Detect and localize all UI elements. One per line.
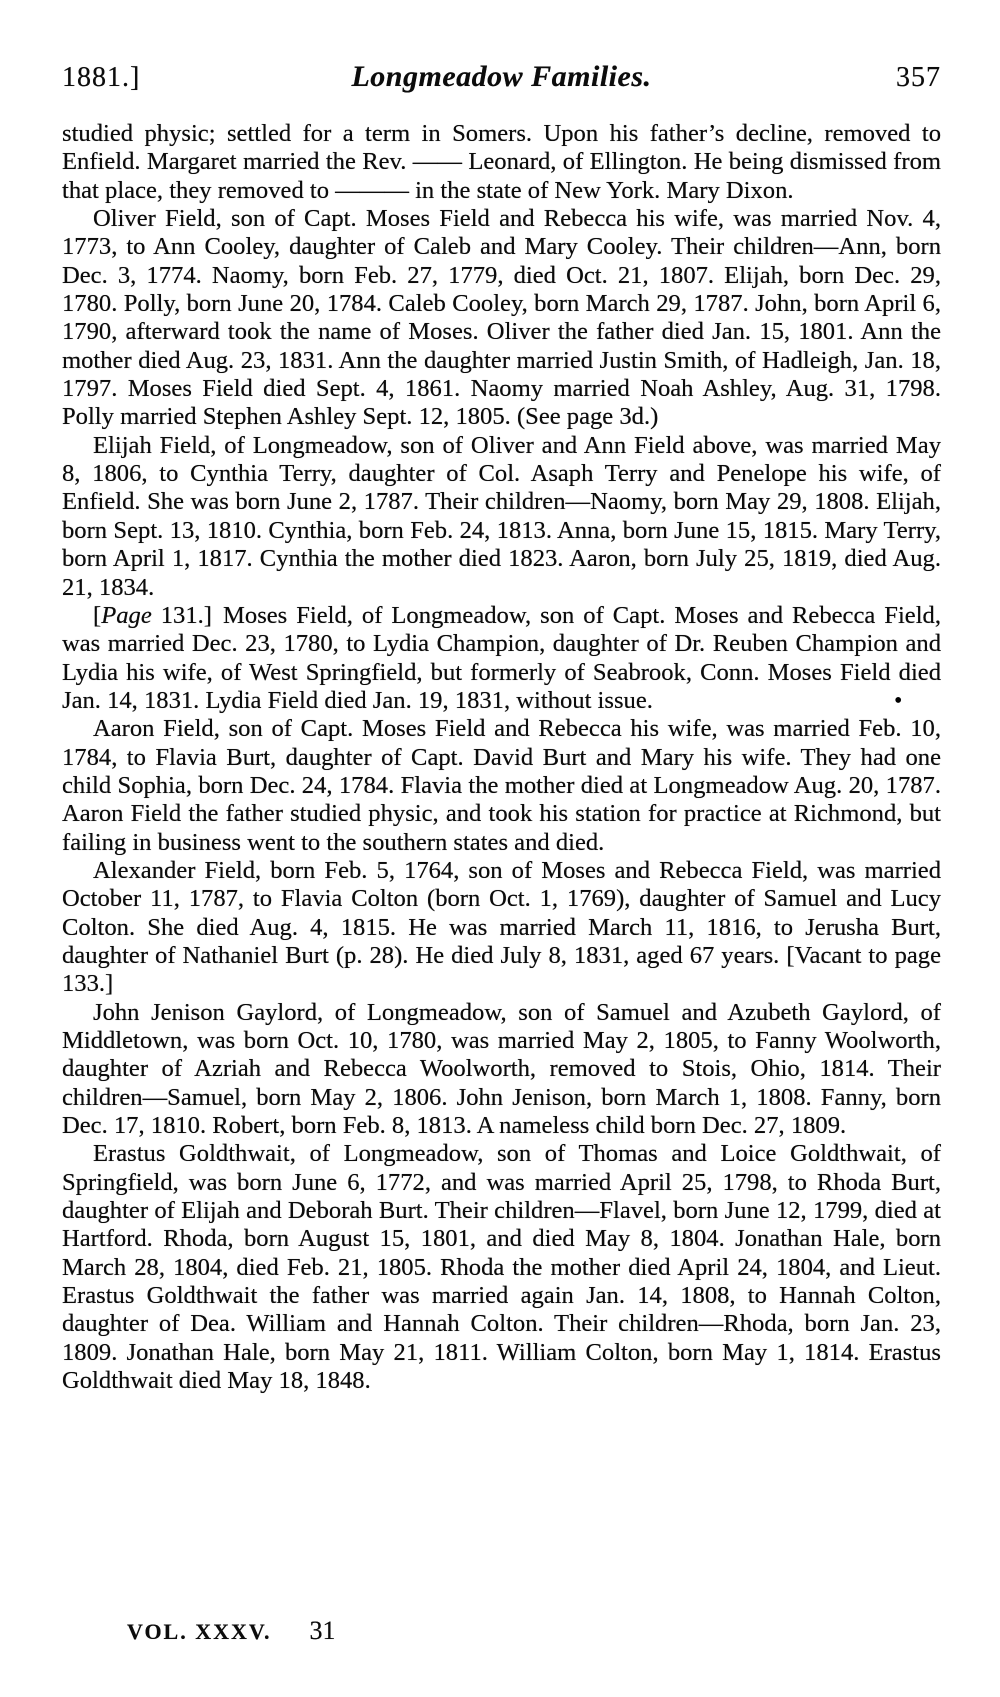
paragraph-john-jenison-gaylord: John Jenison Gaylord, of Longmeadow, son of Samuel and Azubeth Gaylord, of Middletown, was born Oct. 10, 1780, was married May 2, 1805, to Fanny Woolworth, daughter of Azriah and Rebecca Woolworth, removed to Stois, Ohio, 1814. Their children—Samuel, born May 2, 1806. John Jenison, born March 1, 1808. Fanny, born Dec. 17, 1810. Robert, born Feb. 8, 1813. A nameless child born Dec. 27, 1809. — [62, 998, 941, 1140]
running-title: Longmeadow Families. — [351, 60, 652, 93]
header-year: 1881.] — [62, 62, 141, 93]
paragraph-erastus-goldthwait: Erastus Goldthwait, of Longmeadow, son of Thomas and Loice Goldthwait, of Springfield, was born June 6, 1772, and was married April 25, 1798, to Rhoda Burt, daughter of Elijah and Deborah Burt. Their children—Flavel, born June 12, 1799, died at Hartford. Rhoda, born August 15, 1801, and died May 8, 1804. Jonathan Hale, born March 28, 1804, died Feb. 21, 1805. Rhoda the mother died April 24, 1804, and Lieut. Erastus Goldthwait the father was married again Jan. 14, 1808, to Hannah Colton, daughter of Dea. William and Hannah Colton. Their children—Rhoda, born Jan. 23, 1809. Jonathan Hale, born May 21, 1811. William Colton, born May 1, 1814. Erastus Goldthwait died May 18, 1848. — [62, 1140, 941, 1395]
paragraph-elijah-field: Elijah Field, of Longmeadow, son of Oliver and Ann Field above, was married May 8, 1806, to Cynthia Terry, daughter of Col. Asaph Terry and Penelope his wife, of Enfield. She was born June 2, 1787. Their children—Naomy, born May 29, 1808. Elijah, born Sept. 13, 1810. Cynthia, born Feb. 24, 1813. Anna, born June 15, 1815. Mary Terry, born April 1, 1817. Cynthia the mother died 1823. Aaron, born July 25, 1819, died Aug. 21, 1834. — [62, 431, 941, 601]
page-number: 357 — [896, 62, 941, 93]
paragraph-moses-field — [62, 602, 941, 715]
page-ref-italic: Page — [101, 601, 152, 629]
paragraph-alexander-field: Alexander Field, born Feb. 5, 1764, son of Moses and Rebecca Field, was married October 11, 1787, to Flavia Colton (born Oct. 1, 1769), daughter of Samuel and Lucy Colton. She died Aug. 4, 1815. He was married March 11, 1816, to Jerusha Burt, daughter of Nathaniel Burt (p. 28). He died July 8, 1831, aged 67 years. [Vacant to page 133.] — [62, 856, 941, 998]
page-ref-bracket-open: [ — [93, 601, 102, 629]
signature-number: 31 — [309, 1616, 336, 1645]
volume-label: VOL. XXXV. — [127, 1619, 272, 1644]
paragraph-continuation: studied physic; settled for a term in Somers. Upon his father’s decline, removed to Enfield. Margaret married the Rev. —— Leonard, of Ellington. He being dismissed from that place, they removed to ——— in the state of New York. Mary Dixon. — [62, 120, 941, 204]
body-text-block — [62, 120, 941, 1395]
page-header — [62, 60, 941, 100]
paragraph-moses-field-text: Moses Field, of Longmeadow, son of Capt. Moses and Rebecca Field, was married Dec. 23, 1780, to Lydia Champion, daughter of Dr. Reuben Champion and Lydia his wife, of West Springfield, but formerly of Seabrook, Conn. Moses Field died Jan. 14, 1831. Lydia Field died Jan. 19, 1831, without issue. — [62, 601, 941, 714]
paragraph-oliver-field: Oliver Field, son of Capt. Moses Field and Rebecca his wife, was married Nov. 4, 1773, to Ann Cooley, daughter of Caleb and Mary Cooley. Their children—Ann, born Dec. 3, 1774. Naomy, born Feb. 27, 1779, died Oct. 21, 1807. Elijah, born Dec. 29, 1780. Polly, born June 20, 1784. Caleb Cooley, born March 29, 1787. John, born April 6, 1790, afterward took the name of Moses. Oliver the father died Jan. 15, 1801. Ann the mother died Aug. 23, 1831. Ann the daughter married Justin Smith, of Hadleigh, Jan. 18, 1797. Moses Field died Sept. 4, 1861. Naomy married Noah Ashley, Aug. 31, 1798. Polly married Stephen Ashley Sept. 12, 1805. (See page 3d.) — [62, 205, 941, 431]
ink-dot-artifact: • — [894, 688, 903, 714]
page-footer — [127, 1616, 335, 1646]
page-ref-bracket-close: 131.] — [151, 601, 212, 629]
paragraph-aaron-field: Aaron Field, son of Capt. Moses Field and Rebecca his wife, was married Feb. 10, 1784, to Flavia Burt, daughter of Capt. David Burt and Mary his wife. They had one child Sophia, born Dec. 24, 1784. Flavia the mother died at Longmeadow Aug. 20, 1787. Aaron Field the father studied physic, and took his station for practice at Richmond, but failing in business went to the southern states and died. — [62, 715, 941, 856]
